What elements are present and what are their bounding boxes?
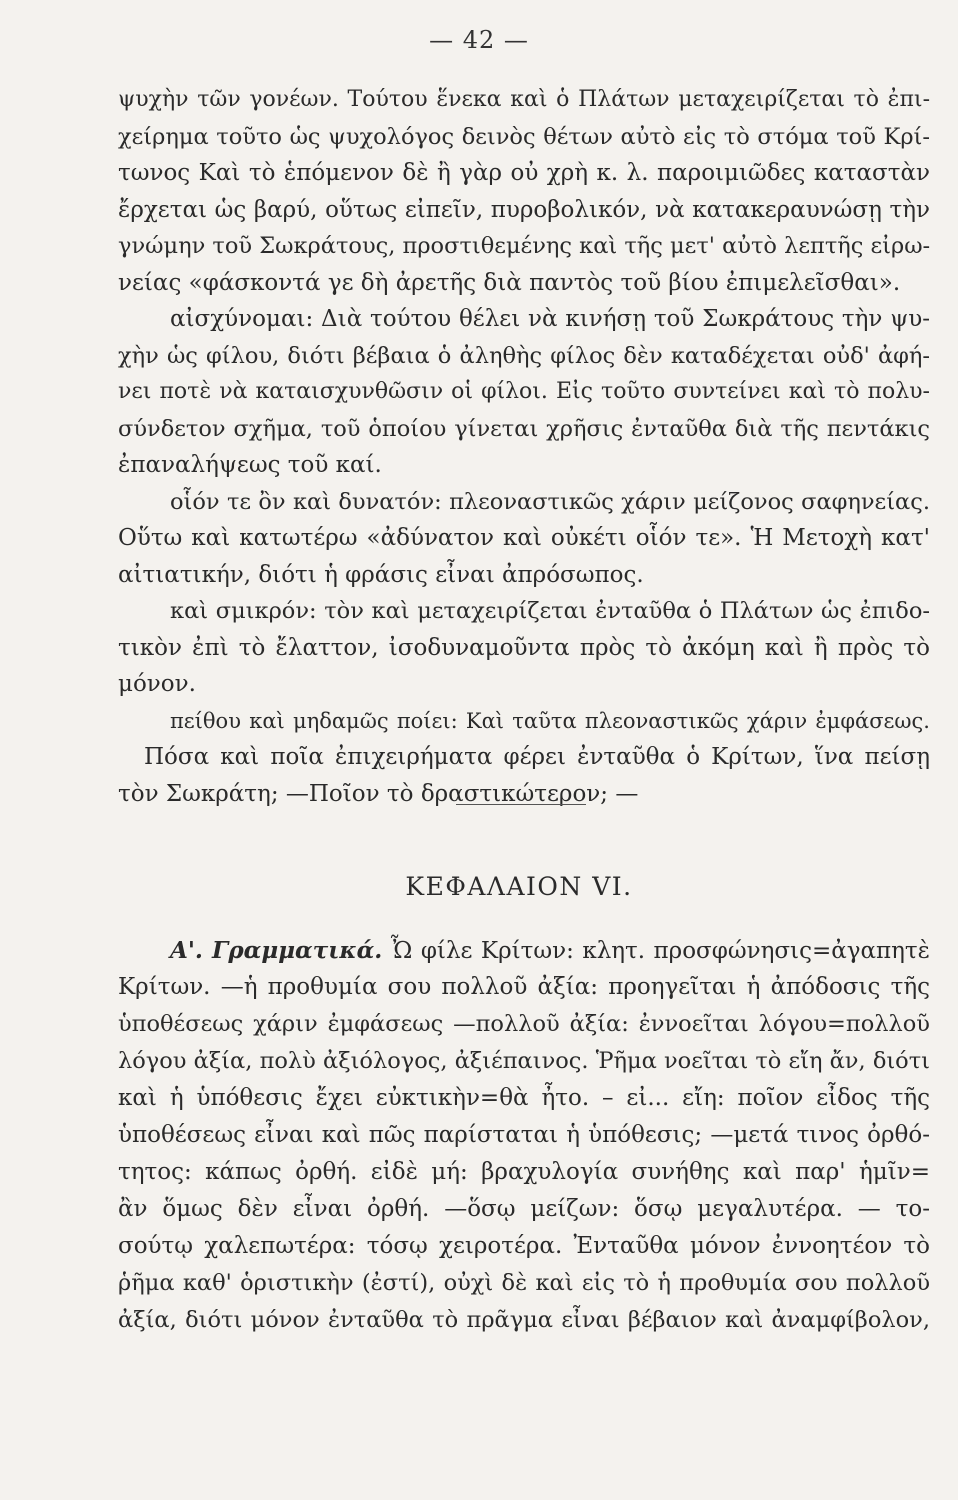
text-line: λόγου ἀξία, πολὺ ἀξιόλογος, ἀξιέπαινος. Ῥῆμα νοεῖται τὸ εἴη ἄν, διότι [118, 1048, 930, 1074]
text-line: ῥῆμα καθ' ὁριστικὴν (ἐστί), οὐχὶ δὲ καὶ εἰς τὸ ἡ προθυμία σου πολλοῦ [118, 1270, 930, 1296]
text-line: καὶ σμικρόν: τὸν καὶ μεταχειρίζεται ἐνταῦθα ὁ Πλάτων ὡς ἐπιδο- [170, 598, 930, 624]
text-line: ἐπαναλήψεως τοῦ καί. [118, 452, 382, 478]
text-line: νείας «φάσκοντά γε δὴ ἀρετῆς διὰ παντὸς τοῦ βίου ἐπιμελεῖσθαι». [118, 269, 901, 296]
text-line: ὑποθέσεως εἶναι καὶ πῶς παρίσταται ἡ ὑπόθεσις; —μετά τινος ὀρθό- [118, 1122, 930, 1148]
text-line: τὸν Σωκράτη; —Ποῖον τὸ δραστικώτερον; — [118, 780, 639, 807]
page-number: — 42 — [429, 26, 529, 54]
text-line: σύνδετον σχῆμα, τοῦ ὁποίου γίνεται χρῆσις ἐνταῦθα διὰ τῆς πεντάκις [118, 415, 930, 442]
text-line: νει ποτὲ νὰ καταισχυνθῶσιν οἱ φίλοι. Εἰς τοῦτο συντείνει καὶ τὸ πολυ- [118, 379, 930, 404]
section-label: Α'. Γραμματικά. [170, 937, 383, 964]
text-line: καὶ ἡ ὑπόθεσις ἔχει εὐκτικὴν=θὰ ἦτο. – εἰ... εἴη: ποῖον εἶδος τῆς [118, 1085, 930, 1111]
text-line: χὴν ὡς φίλου, διότι βέβαια ὁ ἀληθὴς φίλος δὲν καταδέχεται οὐδ' ἀφή- [118, 342, 930, 369]
text-line: οἷόν τε ὂν καὶ δυνατόν: πλεοναστικῶς χάριν μείζονος σαφηνείας. [170, 488, 930, 515]
text-line: Πόσα καὶ ποῖα ἐπιχειρήματα φέρει ἐνταῦθα ὁ Κρίτων, ἵνα πείσῃ [144, 744, 930, 770]
grammar-notes [118, 932, 930, 1339]
text-line: αἰσχύνομαι: Διὰ τούτου θέλει νὰ κινήσῃ τοῦ Σωκράτους τὴν ψυ- [170, 306, 930, 332]
text-line: αἰτιατικήν, διότι ἡ φράσις εἶναι ἀπρόσωπος. [118, 561, 644, 588]
text-line: τικὸν ἐπὶ τὸ ἔλαττον, ἰσοδυναμοῦντα πρὸς τὸ ἀκόμη καὶ ἢ πρὸς τὸ [118, 634, 930, 661]
text-line: ἂν ὅμως δὲν εἶναι ὀρθή. —ὅσῳ μείζων: ὅσῳ μεγαλυτέρα. — το- [118, 1196, 930, 1222]
text-line: πείθου καὶ μηδαμῶς ποίει: Καὶ ταῦτα πλεοναστικῶς χάριν ἐμφάσεως. [170, 708, 930, 733]
text-fragment: Ὦ φίλε Κρίτων: κλητ. προσφώνησις=ἀγαπητὲ [390, 938, 931, 964]
text-line: μόνον. [118, 671, 196, 697]
text-line: Οὕτω καὶ κατωτέρω «ἀδύνατον καὶ οὐκέτι οἷόν τε». Ἡ Μετοχὴ κατ' [118, 525, 930, 551]
text-line: τωνος Καὶ τὸ ἑπόμενον δὲ ἢ γὰρ οὐ χρὴ κ. λ. παροιμιῶδες καταστὰν [118, 160, 930, 186]
text-line [118, 932, 930, 969]
chapter-title: ΚΕΦΑΛΑΙΟΝ VI. [405, 872, 633, 901]
text-line: ψυχὴν τῶν γονέων. Τούτου ἕνεκα καὶ ὁ Πλάτων μεταχειρίζεται τὸ ἐπι- [118, 87, 930, 112]
text-line: Κρίτων. —ἡ προθυμία σου πολλοῦ ἀξία: προηγεῖται ἡ ἀπόδοσις τῆς [118, 974, 930, 1000]
text-line: γνώμην τοῦ Σωκράτους, προστιθεμένης καὶ τῆς μετ' αὐτὸ λεπτῆς εἰρω- [118, 233, 931, 259]
text-line: ὑποθέσεως χάριν ἐμφάσεως —πολλοῦ ἀξία: ἐννοεῖται λόγου=πολλοῦ [118, 1011, 930, 1037]
text-line: ἔρχεται ὡς βαρύ, οὕτως εἰπεῖν, πυροβολικόν, νὰ κατακεραυνώσῃ τὴν [118, 196, 930, 223]
text-line: σούτῳ χαλεπωτέρα: τόσῳ χειροτέρα. Ἐνταῦθα μόνον ἐννοητέον τὸ [118, 1233, 930, 1259]
text-line: ἀξία, διότι μόνον ἐνταῦθα τὸ πρᾶγμα εἶναι βέβαιον καὶ ἀναμφίβολον, [118, 1307, 930, 1333]
text-line: χείρημα τοῦτο ὡς ψυχολόγος δεινὸς θέτων αὐτὸ εἰς τὸ στόμα τοῦ Κρί- [118, 123, 930, 150]
commentary-text [118, 82, 930, 812]
section-divider [456, 804, 586, 805]
text-line: τητος: κάπως ὀρθή. εἰδὲ μή: βραχυλογία συνήθης καὶ παρ' ἡμῖν= [118, 1159, 930, 1185]
